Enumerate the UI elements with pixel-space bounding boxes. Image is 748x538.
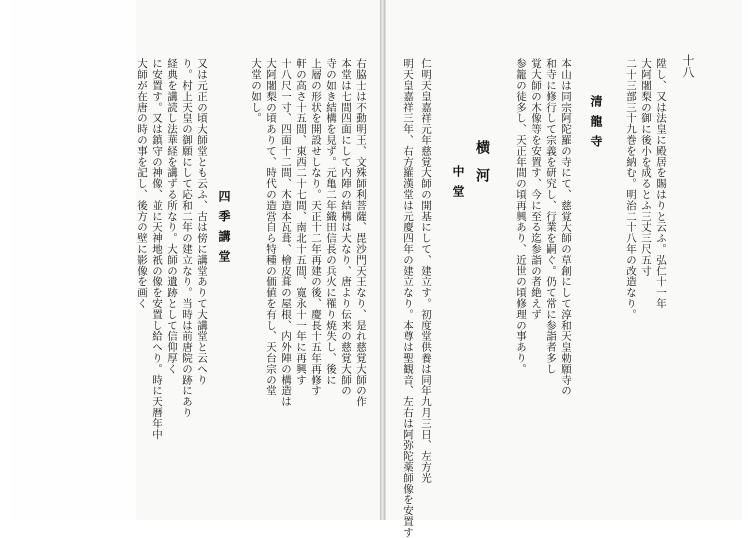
text-column: 本堂は七間四面にして内陣の結構は大なり、唐より伝来の慈覚大師の [340, 58, 352, 396]
page-number: 十八 [681, 54, 695, 78]
text-column: 上層の形状を開設せしなり。天正十二年再建の後、慶長十五年再修す [310, 58, 322, 396]
text-column: 大師が在唐の時の事を記し、後方の壁に影像を画く [136, 58, 148, 309]
temple-heading: 清龍寺 [589, 95, 603, 155]
text-column: 軒の高さ十五間、東西二十七間、南北十五間、寛永十一年に再興す [295, 58, 307, 385]
text-column: 十八尺一寸、四面十二間、木造本瓦葺、檜皮葺の屋根、内外陣の構造は [280, 58, 292, 407]
text-column: 本山は同宗阿陀羅の寺にて、慈覚大師の草創にして淳和天皇勅願寺の [560, 58, 572, 396]
text-column: 経典を講読し法華経を講ずる所なり。大師の遺跡として信仰厚く [166, 58, 178, 375]
book-gutter [380, 0, 385, 520]
text-column: 和寺に修行して宗義を研究し、行業を嗣ぐ。仍て常に参詣者多し [545, 58, 557, 375]
text-column: 陞し、又は法皇に殿居を賜はりと云ふ。弘仁十一年 [655, 58, 667, 309]
text-column: 右脇士は不動明王、文殊師利菩薩、毘沙門天王なり、是れ慈覚大師の作 [355, 58, 367, 407]
subsection-heading: 中堂 [451, 165, 465, 205]
text-column: 又は元正の頃大師堂とも云ふ、古は傍に講堂ありて大講堂と云へり [196, 58, 208, 385]
text-column: 覚大師の木像等を安置す、今に至る迄参詣の者絶えず [530, 58, 542, 320]
text-column: 参籠の徒多し、天正年間の頃再興あり、近世の頃修理の事あり。 [515, 58, 527, 375]
text-column: り。村上天皇の御願にして応和二年の建立なり。当時は前唐院の跡にあり [181, 58, 193, 418]
text-column: に安置す。又は鎮守の神像、並に天神地祇の像を安置し給へり。時に天暦年中 [151, 58, 163, 440]
text-column: 仁明天皇嘉祥元年慈覚大師の開基にして、建立す。初度堂供養は同年九月三日、左方光 [420, 58, 432, 484]
text-column: 大阿闍梨の頃ありて、時代の造営自ら特種の価値を有し、天台宗の堂 [265, 58, 277, 396]
text-column: 寺の如き結構を見ず。元亀二年織田信長の兵火に罹り焼失し、後に [325, 58, 337, 385]
text-column: 二十三部三十九巻を納む。明治二十八年の改造なり。 [625, 58, 637, 320]
text-column: 大阿闍梨の御に後小を成るとふ三丈三尺五寸 [640, 58, 652, 276]
section-heading: 横河 [474, 140, 490, 196]
text-column: 明天皇嘉祥三年、右方羅漢堂は元慶四年の建立なり。本尊は聖観音、左右は阿弥陀薬師像を安置す [402, 58, 414, 538]
section-heading: 四季講堂 [217, 190, 231, 270]
text-column: 大堂の如し。 [250, 58, 262, 124]
